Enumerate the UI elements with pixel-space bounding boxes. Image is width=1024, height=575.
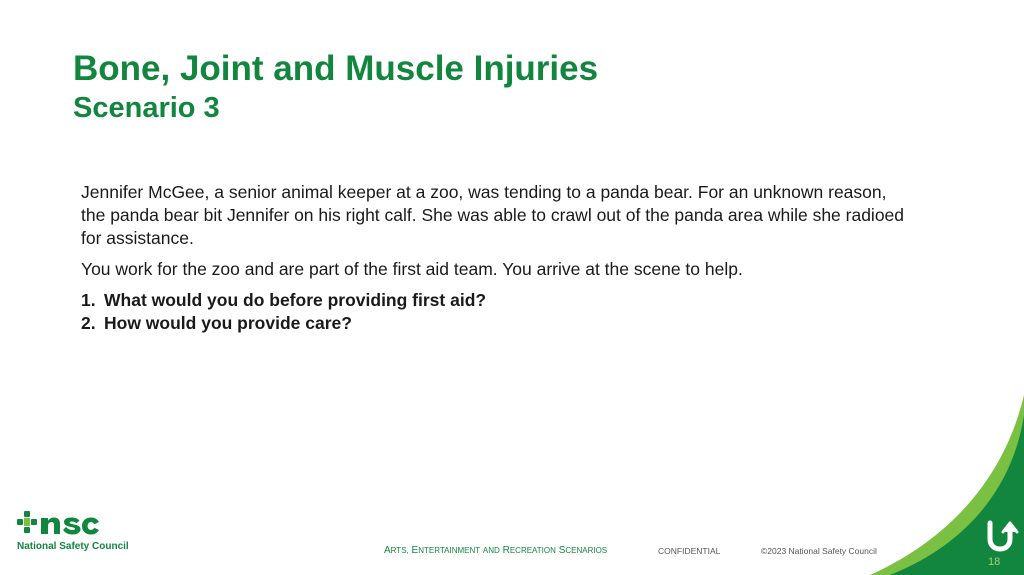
footer-course-word: E [411, 545, 419, 556]
scenario-paragraph: You work for the zoo and are part of the first aid team. You arrive at the scene to help. [81, 259, 743, 279]
scenario-paragraph: Jennifer McGee, a senior animal keeper at a zoo, was tending to a panda bear. For an unknown reason, the panda bear bit Jennifer on his right calf. She was able to crawl out of the panda area while she radioed for assistance. [81, 182, 905, 248]
footer-copyright: ©2023 National Safety Council [761, 546, 877, 556]
logo-wordmark: National Safety Council [17, 541, 129, 552]
footer-confidential: CONFIDENTIAL [658, 546, 721, 556]
footer-course-title [384, 545, 607, 556]
page-number: 18 [988, 556, 1001, 568]
question-number: 1. [81, 290, 96, 310]
footer-course-word: NTERTAINMENT [418, 546, 481, 555]
footer-course-word: AND [482, 546, 500, 555]
question-text: What would you do before providing first aid? [104, 290, 487, 310]
footer-course-word: A [384, 545, 391, 556]
footer-course-word: CENARIOS [565, 546, 608, 555]
footer-course-word: R [502, 545, 510, 556]
slide-title: Bone, Joint and Muscle Injuries [73, 49, 599, 88]
question-item [81, 312, 911, 335]
question-list [81, 289, 911, 335]
question-text: How would you provide care? [104, 313, 352, 333]
corner-swoosh [860, 395, 1024, 575]
slide-body [81, 181, 911, 335]
footer-course-word: ECREATION [509, 546, 556, 555]
question-number: 2. [81, 313, 96, 333]
footer-course-word: S [558, 545, 566, 556]
question-item [81, 289, 911, 312]
footer-course-word: RTS, [390, 546, 409, 555]
slide-subtitle: Scenario 3 [73, 92, 220, 124]
